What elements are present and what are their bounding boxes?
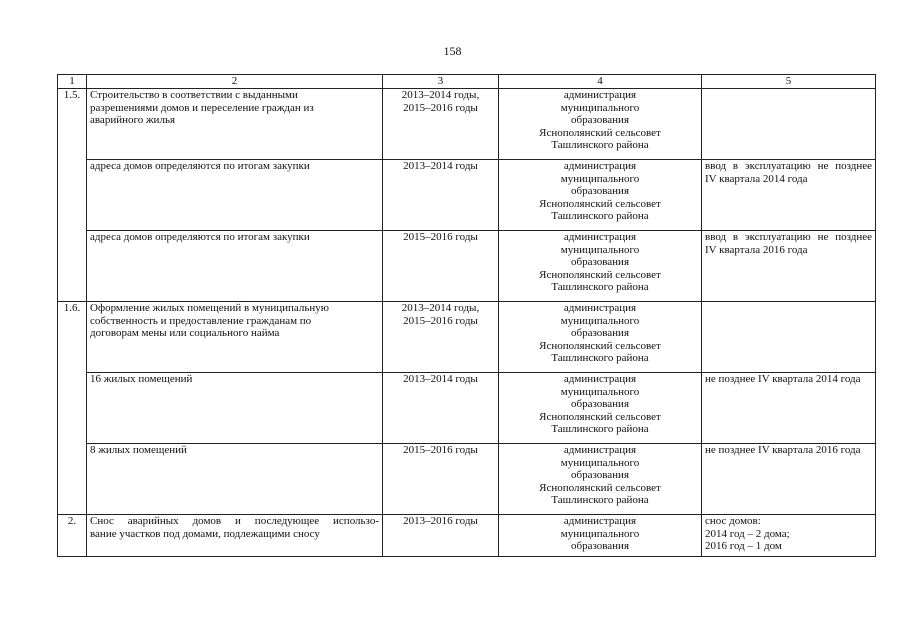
- item-period: 2015–2016 годы: [383, 444, 499, 515]
- item-result: снос домов: 2014 год – 2 дома; 2016 год – 1 дом: [702, 515, 876, 557]
- item-result: не позднее IV квартала 2016 года: [702, 444, 876, 515]
- column-header: 4: [499, 75, 702, 89]
- item-description: Снос аварийных домов и последующее использо- вание участков под домами, подлежащими сносу: [87, 515, 383, 557]
- item-period: 2013–2016 годы: [383, 515, 499, 557]
- table-row: [58, 373, 876, 444]
- item-number: 1.5.: [58, 89, 87, 302]
- item-result: ввод в эксплуатацию не позднее IV квартала 2016 года: [702, 231, 876, 302]
- table-row: [58, 302, 876, 373]
- item-period: 2013–2014 годы, 2015–2016 годы: [383, 302, 499, 373]
- table-row: [58, 515, 876, 557]
- item-description: 8 жилых помещений: [87, 444, 383, 515]
- item-description: адреса домов определяются по итогам закупки: [87, 160, 383, 231]
- item-period: 2013–2014 годы, 2015–2016 годы: [383, 89, 499, 160]
- item-number: 1.6.: [58, 302, 87, 515]
- table-row: [58, 160, 876, 231]
- item-result: не позднее IV квартала 2014 года: [702, 373, 876, 444]
- column-header: 3: [383, 75, 499, 89]
- item-executor: администрация муниципального образования: [499, 515, 702, 557]
- item-description: Оформление жилых помещений в муниципальную собственность и предоставление гражданам по договорам мены или социального найма: [87, 302, 383, 373]
- item-executor: администрация муниципального образования Яснополянский сельсовет Ташлинского района: [499, 89, 702, 160]
- plan-table: [57, 74, 876, 557]
- item-executor: администрация муниципального образования Яснополянский сельсовет Ташлинского района: [499, 444, 702, 515]
- table-row: [58, 89, 876, 160]
- column-header: 2: [87, 75, 383, 89]
- table-row: [58, 231, 876, 302]
- item-result: [702, 89, 876, 160]
- item-executor: администрация муниципального образования Яснополянский сельсовет Ташлинского района: [499, 373, 702, 444]
- table-row: [58, 444, 876, 515]
- header-row: [58, 75, 876, 89]
- item-description: Строительство в соответствии с выданными разрешениями домов и переселение граждан из аварийного жилья: [87, 89, 383, 160]
- item-result: [702, 302, 876, 373]
- page-number: 158: [443, 44, 462, 58]
- column-header: 1: [58, 75, 87, 89]
- column-header: 5: [702, 75, 876, 89]
- item-executor: администрация муниципального образования Яснополянский сельсовет Ташлинского района: [499, 302, 702, 373]
- item-description: адреса домов определяются по итогам закупки: [87, 231, 383, 302]
- item-result: ввод в эксплуатацию не позднее IV квартала 2014 года: [702, 160, 876, 231]
- item-number: 2.: [58, 515, 87, 557]
- item-description: 16 жилых помещений: [87, 373, 383, 444]
- item-period: 2013–2014 годы: [383, 373, 499, 444]
- item-executor: администрация муниципального образования Яснополянский сельсовет Ташлинского района: [499, 231, 702, 302]
- item-period: 2015–2016 годы: [383, 231, 499, 302]
- item-executor: администрация муниципального образования Яснополянский сельсовет Ташлинского района: [499, 160, 702, 231]
- item-period: 2013–2014 годы: [383, 160, 499, 231]
